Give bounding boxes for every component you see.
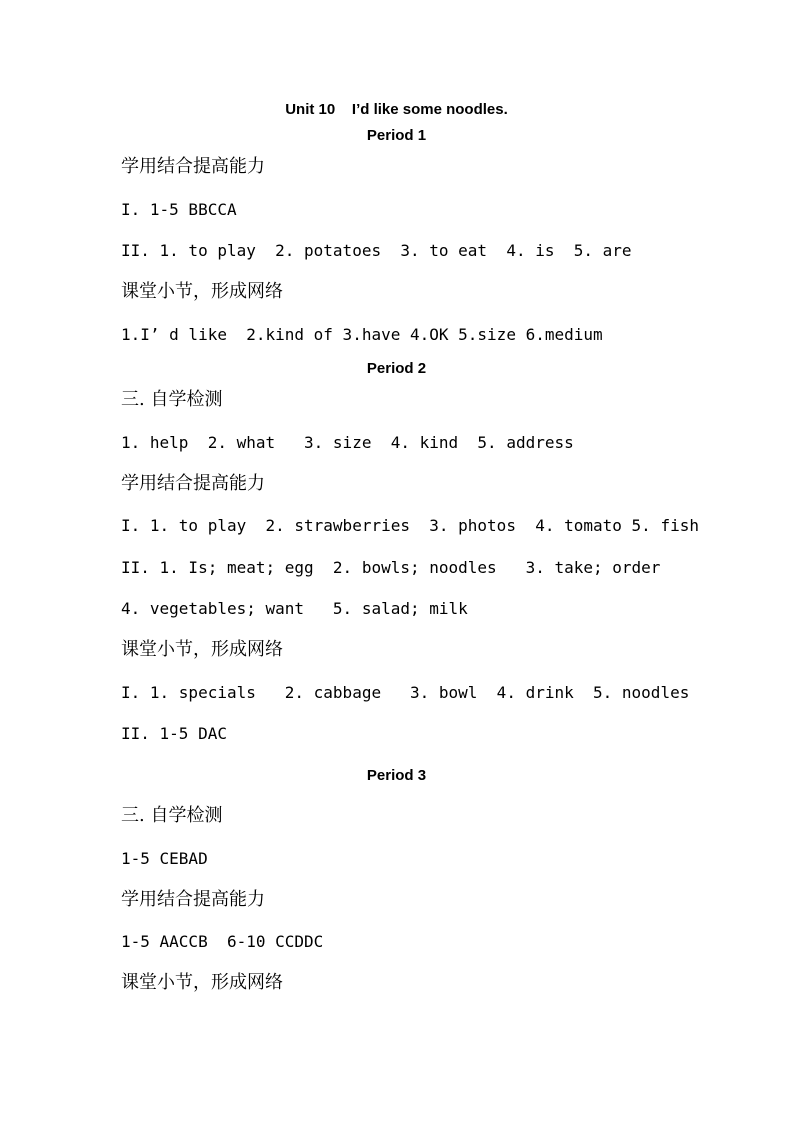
document-title: Unit 10 I’d like some noodles.	[285, 101, 508, 118]
period-2-heading: Period 2	[366, 360, 427, 377]
answer-line: II. 1. Is; meat; egg 2. bowls; noodles 3. take; order	[121, 558, 661, 577]
section-label-self-check: 三. 自学检测	[121, 805, 223, 826]
period-3-heading: Period 3	[366, 767, 427, 784]
answer-line: I. 1-5 BBCCA	[121, 200, 237, 219]
section-label-self-check: 三. 自学检测	[121, 389, 223, 410]
answer-line: II. 1-5 DAC	[121, 724, 227, 743]
period-1-heading: Period 1	[366, 127, 427, 144]
answer-line: 1.I’ d like 2.kind of 3.have 4.OK 5.size 6.medium	[121, 325, 603, 344]
section-label-summary: 课堂小节，形成网络	[121, 972, 283, 993]
section-label-summary: 课堂小节，形成网络	[121, 281, 283, 302]
section-label-application: 学用结合提高能力	[121, 156, 265, 177]
answer-line: 4. vegetables; want 5. salad; milk	[121, 599, 468, 618]
section-label-summary: 课堂小节，形成网络	[121, 639, 283, 660]
answer-line: 1-5 AACCB 6-10 CCDDC	[121, 932, 324, 951]
section-label-application: 学用结合提高能力	[121, 889, 265, 910]
answer-line: I. 1. specials 2. cabbage 3. bowl 4. drink 5. noodles	[121, 683, 690, 702]
answer-line: II. 1. to play 2. potatoes 3. to eat 4. is 5. are	[121, 241, 632, 260]
section-label-application: 学用结合提高能力	[121, 473, 265, 494]
answer-line: I. 1. to play 2. strawberries 3. photos 4. tomato 5. fish	[121, 516, 699, 535]
answer-line: 1-5 CEBAD	[121, 849, 208, 868]
answer-line: 1. help 2. what 3. size 4. kind 5. address	[121, 433, 574, 452]
